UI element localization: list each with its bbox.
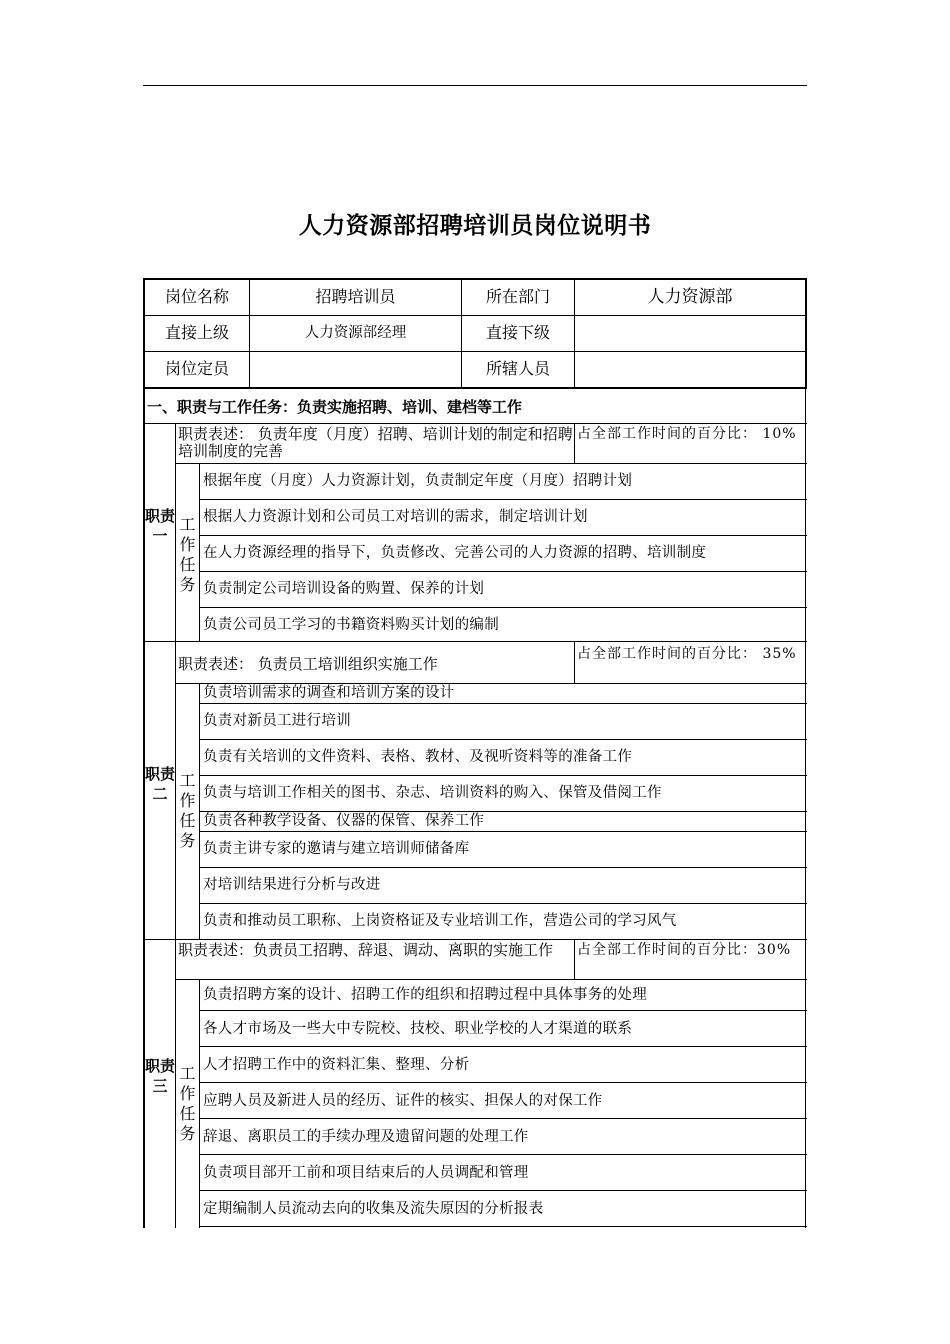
- task-row-rule: [199, 499, 807, 500]
- duty3-task-label: 工作任务: [179, 1064, 196, 1143]
- task-row-rule: [199, 1046, 807, 1047]
- duty1-task: 在人力资源经理的指导下，负责修改、完善公司的人力资源的招聘、培训制度: [203, 545, 707, 561]
- task-row-rule: [199, 1010, 807, 1011]
- duty2-task-label: 工作任务: [179, 771, 196, 850]
- duty3-percent: 占全部工作时间的百分比：30%: [577, 942, 792, 958]
- task-row-rule: [199, 867, 807, 868]
- duty2-task: 负责主讲专家的邀请与建立培训师储备库: [203, 841, 470, 857]
- duty2-statement-divider: [574, 641, 575, 683]
- duty3-task: 定期编制人员流动去向的收集及流失原因的分析报表: [203, 1201, 544, 1217]
- duty3-task: 负责项目部开工前和项目结束后的人员调配和管理: [203, 1165, 529, 1181]
- duty2-statement: 职责表述： 负责员工培训组织实施工作: [178, 655, 438, 673]
- task-row-rule: [199, 1190, 807, 1191]
- job-description-table: [143, 278, 807, 1228]
- duty3-label: 职责三: [145, 1057, 176, 1095]
- task-row-rule: [199, 775, 807, 776]
- header-rule: [143, 85, 807, 86]
- duty1-task: 根据人力资源计划和公司员工对培训的需求，制定培训计划: [203, 509, 588, 525]
- table-border-right: [805, 278, 807, 388]
- position-value: 招聘培训员: [315, 287, 396, 306]
- duty2-task: 负责各种教学设备、仪器的保管、保养工作: [203, 813, 485, 829]
- task-row-rule: [199, 571, 807, 572]
- duty2-task: 负责和推动员工职称、上岗资格证及专业培训工作，营造公司的学习风气: [203, 913, 677, 929]
- duty1-label: 职责一: [145, 507, 176, 545]
- dept-label: 所在部门: [485, 287, 550, 306]
- duty-divider: [143, 641, 807, 642]
- duty3-statement-divider: [574, 939, 575, 979]
- task-row-rule: [199, 1082, 807, 1083]
- superior-label: 直接上级: [164, 323, 229, 342]
- task-row-rule: [199, 535, 807, 536]
- document-title: 人力资源部招聘培训员岗位说明书: [298, 213, 652, 239]
- duty3-task: 人才招聘工作中的资料汇集、整理、分析: [203, 1057, 470, 1073]
- duty1-task-label: 工作任务: [179, 515, 196, 594]
- section1-heading-prefix: 一、职责与工作任务：: [147, 398, 298, 416]
- superior-value: 人力资源部经理: [304, 325, 407, 341]
- duty2-percent: 占全部工作时间的百分比： 35%: [577, 646, 797, 662]
- duty2-task: 负责与培训工作相关的图书、杂志、培训资料的购入、保管及借阅工作: [203, 785, 662, 801]
- duty2-task: 对培训结果进行分析与改进: [203, 877, 381, 893]
- duty3-task: 各人才市场及一些大中专院校、技校、职业学校的人才渠道的联系: [203, 1021, 633, 1037]
- task-row-rule: [199, 1226, 807, 1227]
- duty1-task: 负责公司员工学习的书籍资料购买计划的编制: [203, 617, 499, 633]
- subordinate-label: 直接下级: [485, 323, 550, 342]
- task-row-rule: [199, 903, 807, 904]
- duty1-statement-rule: [175, 463, 807, 464]
- duty1-statement-divider: [574, 423, 575, 463]
- section-divider: [143, 423, 807, 424]
- duty2-label: 职责二: [145, 765, 176, 803]
- task-row-rule: [199, 607, 807, 608]
- task-row-rule: [199, 1118, 807, 1119]
- duty1-statement: 职责表述： 负责年度（月度）招聘、培训计划的制定和招聘培训制度的完善: [178, 425, 573, 460]
- duty1-percent: 占全部工作时间的百分比： 10%: [577, 426, 797, 442]
- duty1-task-col-divider: [199, 463, 200, 641]
- duty-divider: [143, 939, 807, 940]
- section1-heading-text: 负责实施招聘、培训、建档等工作: [297, 398, 523, 416]
- dept-value: 人力资源部: [647, 287, 733, 307]
- table-border-right-lower: [805, 388, 806, 1228]
- duty3-task: 辞退、离职员工的手续办理及遗留问题的处理工作: [203, 1129, 529, 1145]
- info-row-divider: [143, 351, 807, 352]
- task-row-rule: [199, 1154, 807, 1155]
- duty2-task: 负责对新员工进行培训: [203, 713, 351, 729]
- managed-label: 所辖人员: [485, 359, 550, 378]
- duty3-statement-rule: [175, 979, 807, 980]
- duty1-task: 根据年度（月度）人力资源计划，负责制定年度（月度）招聘计划: [203, 473, 633, 489]
- info-row-divider: [143, 315, 807, 316]
- duty3-task: 负责招聘方案的设计、招聘工作的组织和招聘过程中具体事务的处理: [203, 987, 647, 1003]
- duty1-task: 负责制定公司培训设备的购置、保养的计划: [203, 581, 485, 597]
- task-row-rule: [199, 703, 807, 704]
- info-bottom-rule: [143, 387, 807, 389]
- duty2-task: 负责有关培训的文件资料、表格、教材、及视听资料等的准备工作: [203, 749, 633, 765]
- duty3-statement: 职责表述：负责员工招聘、辞退、调动、离职的实施工作: [178, 941, 554, 959]
- position-label: 岗位名称: [164, 287, 229, 306]
- task-row-rule: [199, 739, 807, 740]
- table-border-top: [143, 278, 807, 280]
- duty3-task: 应聘人员及新进人员的经历、证件的核实、担保人的对保工作: [203, 1093, 603, 1109]
- section1-heading: [147, 398, 522, 416]
- task-row-rule: [199, 831, 807, 832]
- duty2-task: 负责培训需求的调查和培训方案的设计: [203, 685, 455, 701]
- headcount-label: 岗位定员: [164, 359, 229, 378]
